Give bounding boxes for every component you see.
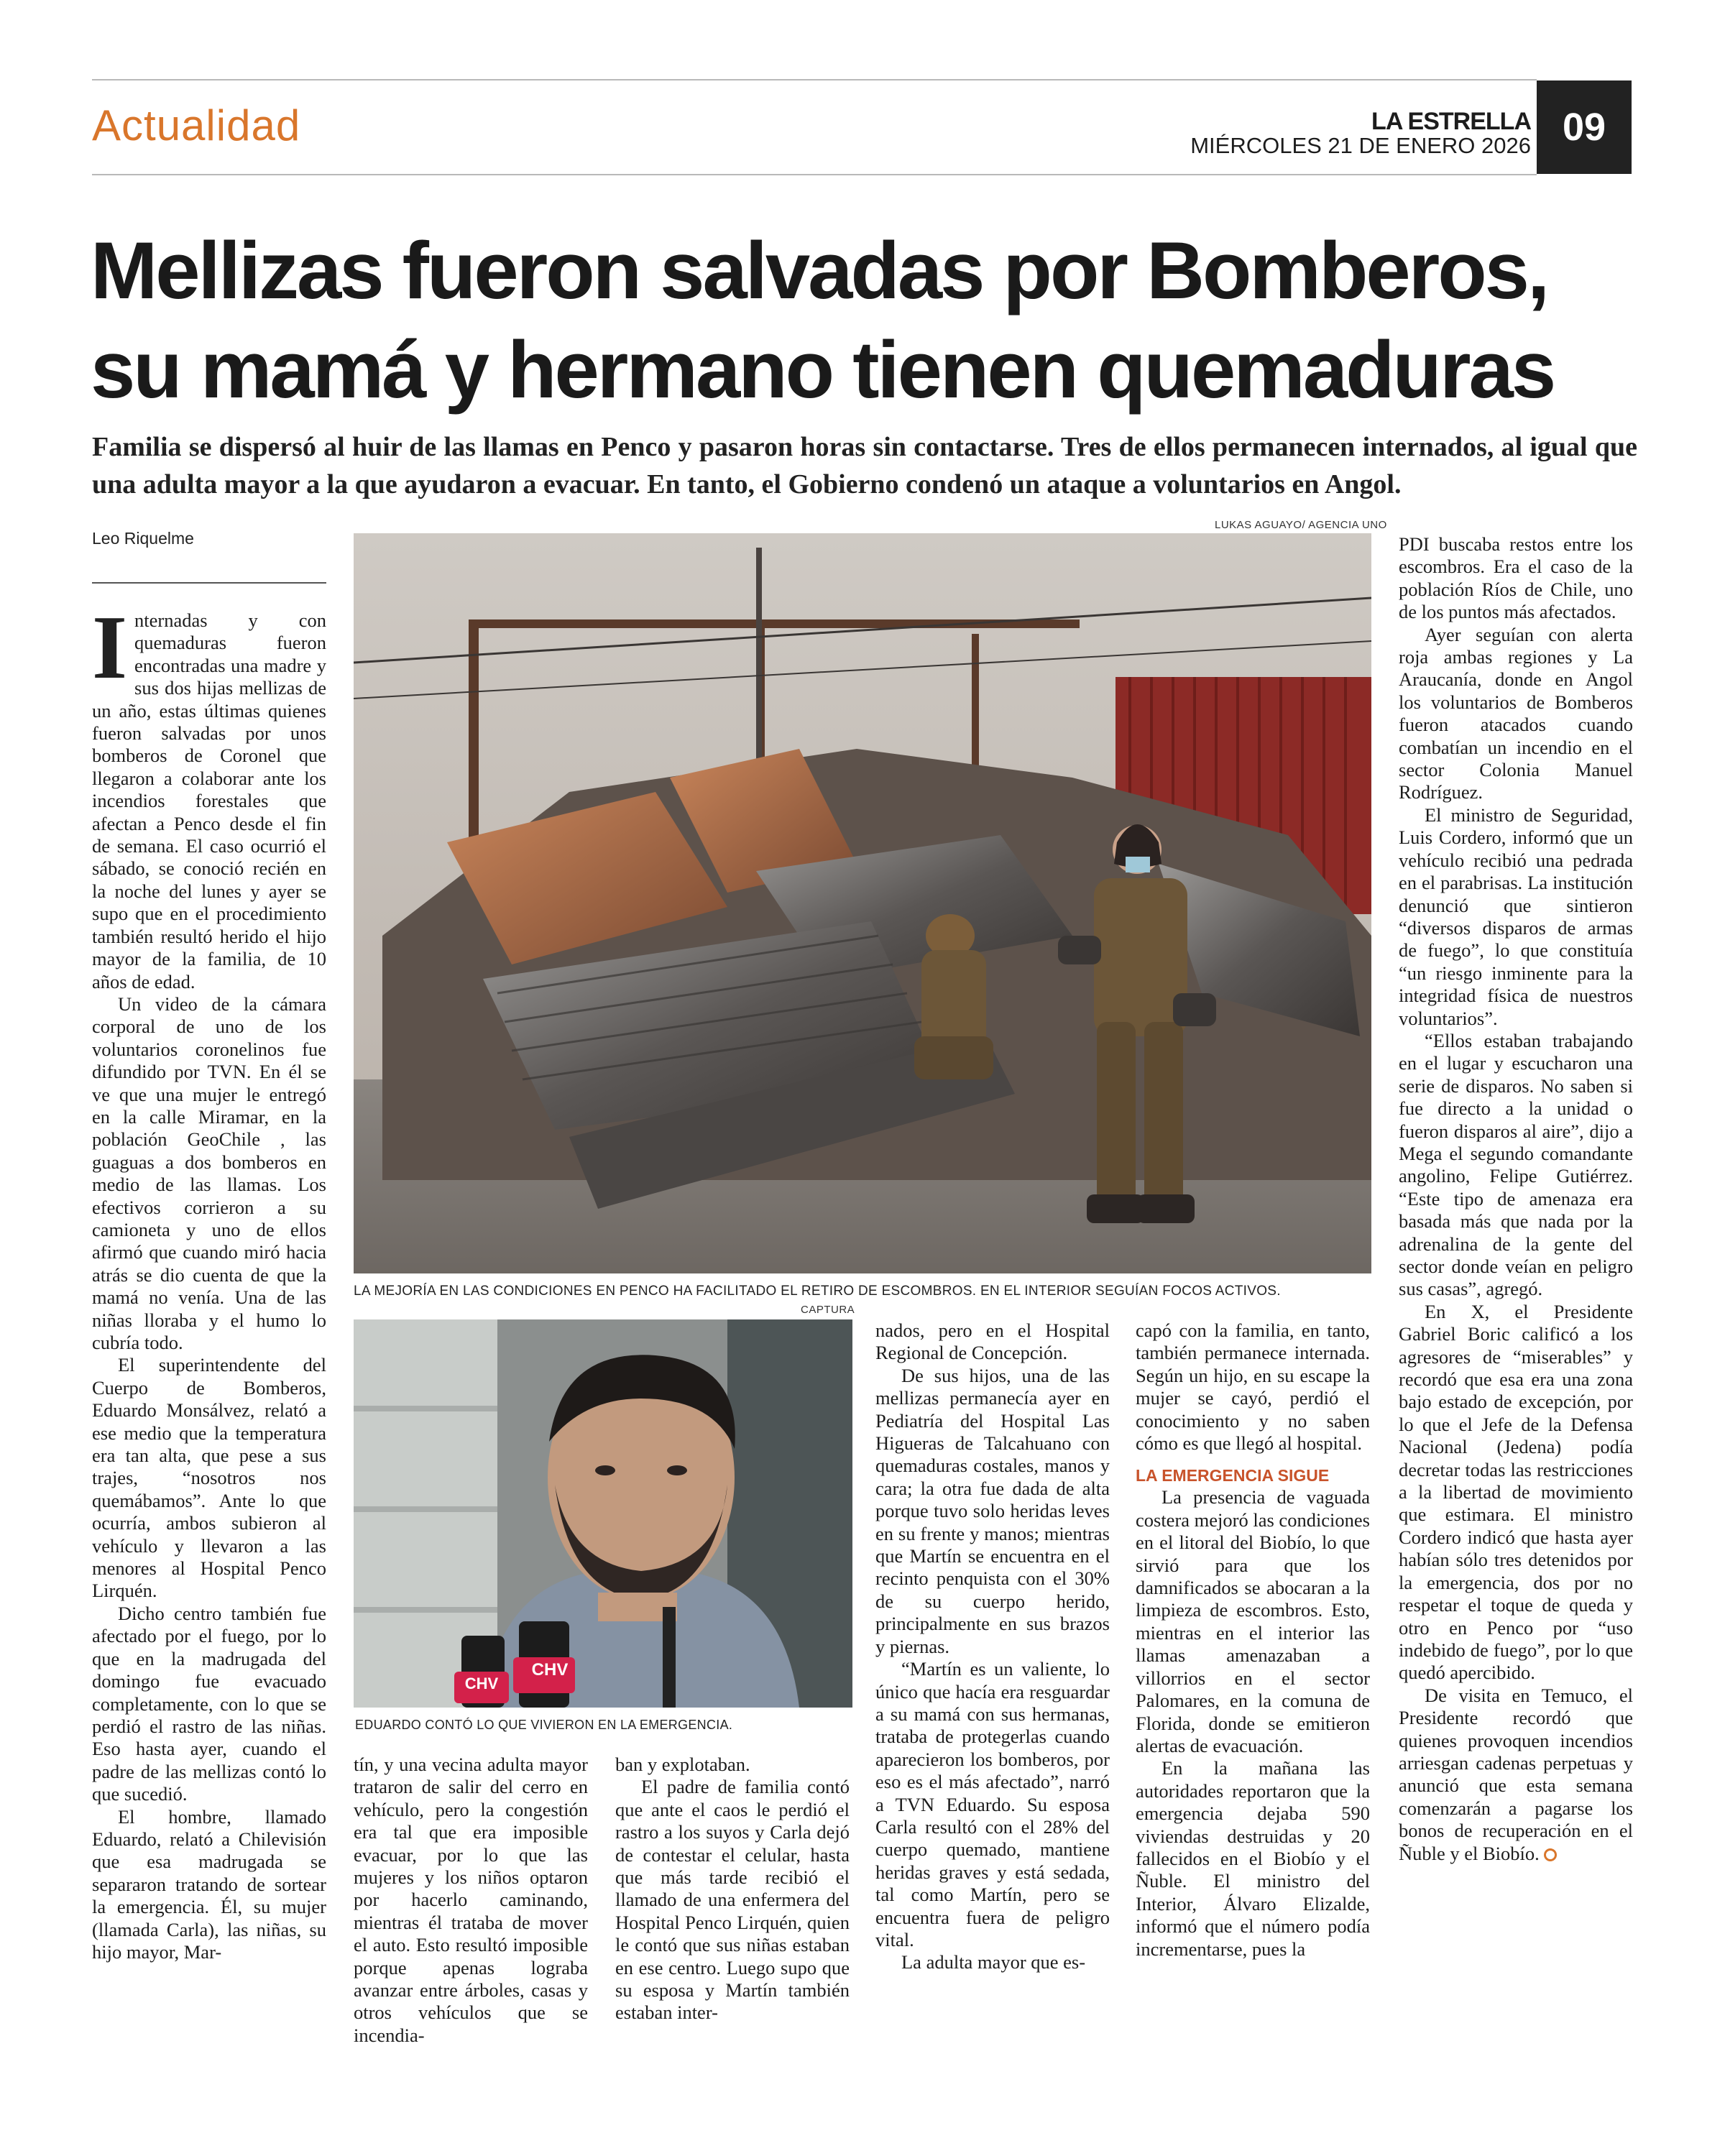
col4-paragraph-3: “Martín es un valiente, lo único que hacía era resguardar a su mamá con sus hermanas, trataba de protegerlas cuando aparecieron los bomberos, por eso es el más afectado”, narró a TVN Eduardo. Su esposa Carla resultó con el 28% del cuerpo quemado, mantiene heridas graves y está sedada, tal como Martín, pero se encuentra fuera de peligro vital. — [875, 1658, 1110, 1950]
col4-paragraph-2: De sus hijos, una de las mellizas permanecía ayer en Pediatría del Hospital Las Higueras de Talcahuano con quemaduras costales, manos y cara; la otra fue dada de alta porque tuvo solo heridas leves en su frente y manos; mientras que Martín se encuentra en el recinto penquista con el 30% de su cuerpo herido, principalmente en sus brazos y piernas. — [875, 1364, 1110, 1657]
mic-logo-label-2: CHV — [464, 1674, 499, 1692]
col6-paragraph-4: “Ellos estaban trabajando en el lugar y escucharon una serie de disparos. No saben si fue directo a la unidad o fueron disparos al aire”, dijo a Mega el segundo comandante angolino, Felipe Gutiérrez. “Este tipo de amenaza era basada más que nada por la adrenalina de la gente del sector donde veían en peligro sus casas”, agregó. — [1399, 1029, 1633, 1300]
col6-paragraph-2: Ayer seguían con alerta roja ambas regiones y La Araucanía, donde en Angol los voluntarios de Bomberos fueron atacados cuando combatían un incendio en el sector Colonia Manuel Rodríguez. — [1399, 623, 1633, 803]
column-2 — [354, 1754, 588, 2047]
col1-paragraph-2: Un video de la cámara corporal de uno de los voluntarios coronelinos fue difundido por TVN. En él se ve que una mujer le entregó en la calle Miramar, en la población GeoChile , las guaguas a dos bomberos en medio de las llamas. Los efectivos corrieron a su camioneta y uno de ellos afirmó que cuando miró hacia atrás se dio cuenta de que la mamá no venía. Una de las niñas lloraba y el humo lo cubría todo. — [92, 992, 326, 1353]
col5-paragraph-2: La presencia de vaguada costera mejoró las condiciones en el litoral del Biobío, lo que sirvió para que los damnificados se abocaran a la limpieza de escombros. Esto, mientras en el interior las llamas amenazaban a villorrios en el sector Palomares, en la comuna de Florida, donde se emitieron alertas de evacuación. — [1136, 1486, 1370, 1756]
section-label: Actualidad — [92, 101, 301, 149]
col1-paragraph-4: Dicho centro también fue afectado por el fuego, por lo que en la madrugada del domingo fue evacuado completamente, con lo que se perdió el rastro de las niñas. Eso hasta ayer, cuando el padre de las mellizas contó lo que sucedió. — [92, 1602, 326, 1805]
page-number: 09 — [1537, 80, 1632, 174]
end-mark-icon — [1544, 1848, 1557, 1861]
subheading-emergencia: LA EMERGENCIA SIGUE — [1136, 1466, 1330, 1485]
photo-interview — [354, 1319, 852, 1708]
col6-paragraph-1: PDI buscaba restos entre los escombros. Era el caso de la población Ríos de Chile, uno de los puntos más afectados. — [1399, 533, 1633, 623]
col3-paragraph-1: ban y explotaban. — [615, 1754, 750, 1775]
col6-paragraph-3: El ministro de Seguridad, Luis Cordero, informó que un vehículo recibió una pedrada en el parabrisas. La institución denunció que sintieron “diversos disparos de armas de fuego”, lo que constituía “un riesgo inminente para la integridad física de nuestros voluntarios”. — [1399, 803, 1633, 1029]
photo1-credit: LUKAS AGUAYO/ AGENCIA UNO — [1215, 519, 1387, 531]
header-bottom-rule — [92, 174, 1537, 175]
newspaper-name: LA ESTRELLA — [1371, 108, 1531, 135]
headline-line-1: Mellizas fueron salvadas por Bomberos, — [91, 226, 1548, 315]
col1-paragraph-3: El superintendente del Cuerpo de Bomberos, Eduardo Monsálvez, relató a ese medio que la temperatura era tan alta, que pese a sus trajes, “nosotros nos quemábamos”. Ante lo que ocurría, ambos subieron al vehículo y llevaron a las menores al Hospital Penco Lirquén. — [92, 1354, 326, 1602]
col6-paragraph-6 — [1399, 1685, 1633, 1865]
col1-p1-text: nternadas y con quemaduras fueron encontradas una madre y sus dos hijas mellizas de un año, estas últimas quienes fueron salvadas por unos bomberos de Coronel que llegaron a colaborar ante los incendios forestales que afectan a Penco desde el fin de semana. El caso ocurrió el sábado, se conoció recién en la noche del lunes y ayer se supo que en el procedimiento también resultó herido el hijo mayor de la familia, de 10 años de edad. — [92, 609, 326, 992]
col5-paragraph-1: capó con la familia, en tanto, también permanece internada. Según un hijo, en su escape la mujer se cayó, perdió el conocimiento y no saben cómo es que llegó al hospital. — [1136, 1319, 1370, 1455]
col6-p6-text: De visita en Temuco, el Presidente recordó que quienes provoquen incendios arriesgan cadenas perpetuas y anunció que esta semana comenzarán a pagarse los bonos de recuperación en el Ñuble y el Biobío. — [1399, 1684, 1633, 1864]
col1-paragraph-1 — [92, 598, 326, 993]
byline: Leo Riquelme — [92, 529, 194, 548]
issue-date: MIÉRCOLES 21 DE ENERO 2026 — [1190, 133, 1531, 158]
top-rule — [92, 79, 1537, 80]
photo2-credit: CAPTURA — [801, 1304, 855, 1316]
col1-paragraph-5: El hombre, llamado Eduardo, relató a Chilevisión que esa madrugada se separaron tratando de sortear la emergencia. Él, su mujer (llamada Carla), las niñas, su hijo mayor, Mar- — [92, 1805, 326, 1963]
column-6 — [1399, 533, 1633, 1865]
col5-paragraph-3: En la mañana las autoridades reportaron que la emergencia dejaba 590 viviendas destruidas y 20 fallecidos en el Biobío y el Ñuble. El ministro del Interior, Álvaro Elizalde, informó que el número podía incrementarse, pues la — [1136, 1757, 1370, 1960]
column-3 — [615, 1754, 850, 2024]
column-5 — [1136, 1319, 1370, 1961]
col2-paragraph-1: tín, y una vecina adulta mayor trataron de salir del cerro en vehículo, pero la congestión era tal que era imposible evacuar, por lo que las mujeres y los niños optaron por hacerlo caminando, mientras él trataba de mover el auto. Esto resultó imposible porque apenas lograba avanzar entre árboles, casas y otros vehículos que se incendia- — [354, 1754, 588, 2046]
photo-debris — [354, 533, 1371, 1273]
col3-paragraph-2: El padre de familia contó que ante el caos le perdió el rastro a los suyos y Carla dejó de contestar el celular, hasta que más tarde recibió el llamado de una enfermera del Hospital Penco Lirquén, quien le contó que sus niñas estaban en ese centro. Luego supo que su esposa y Martín también estaban inter- — [615, 1776, 850, 2024]
masthead — [1190, 109, 1531, 158]
photo1-caption: LA MEJORÍA EN LAS CONDICIONES EN PENCO HA FACILITADO EL RETIRO DE ESCOMBROS. EN EL INTERIOR SEGUÍAN FOCOS ACTIVOS. — [354, 1284, 1281, 1299]
interview-illustration — [354, 1319, 852, 1708]
col6-paragraph-5: En X, el Presidente Gabriel Boric calificó a los agresores de “miserables” y recordó que esa era una zona bajo estado de excepción, por lo que el Jefe de la Defensa Nacional (Jedena) podía decretar todas las restricciones a la libertad de movimiento que estimara. El ministro Cordero indicó que hasta ayer habían sólo tres detenidos por la emergencia, dos por no respetar el toque de queda y otro en Penco por “uso indebido de fuego”, por lo que quedó apercibido. — [1399, 1300, 1633, 1684]
headline — [91, 221, 1643, 420]
col4-paragraph-4: La adulta mayor que es- — [901, 1951, 1086, 1973]
debris-illustration — [354, 533, 1371, 1273]
column-4 — [875, 1319, 1110, 1974]
lead-paragraph: Familia se dispersó al huir de las llamas en Penco y pasaron horas sin contactarse. Tres de ellos permanecen internados, al igual que una adulta mayor a la que ayudaron a evacuar. En tanto, el Gobierno condenó un ataque a voluntarios en Angol. — [92, 432, 1637, 499]
photo2-caption: EDUARDO CONTÓ LO QUE VIVIERON EN LA EMERGENCIA. — [355, 1718, 733, 1732]
mic-logo-label-1: CHV — [531, 1660, 569, 1680]
drop-cap: I — [92, 598, 128, 698]
byline-rule — [92, 582, 326, 584]
headline-line-2: su mamá y hermano tienen quemaduras — [91, 325, 1555, 415]
col4-paragraph-1: nados, pero en el Hospital Regional de Concepción. — [875, 1319, 1110, 1364]
column-1 — [92, 598, 326, 1963]
